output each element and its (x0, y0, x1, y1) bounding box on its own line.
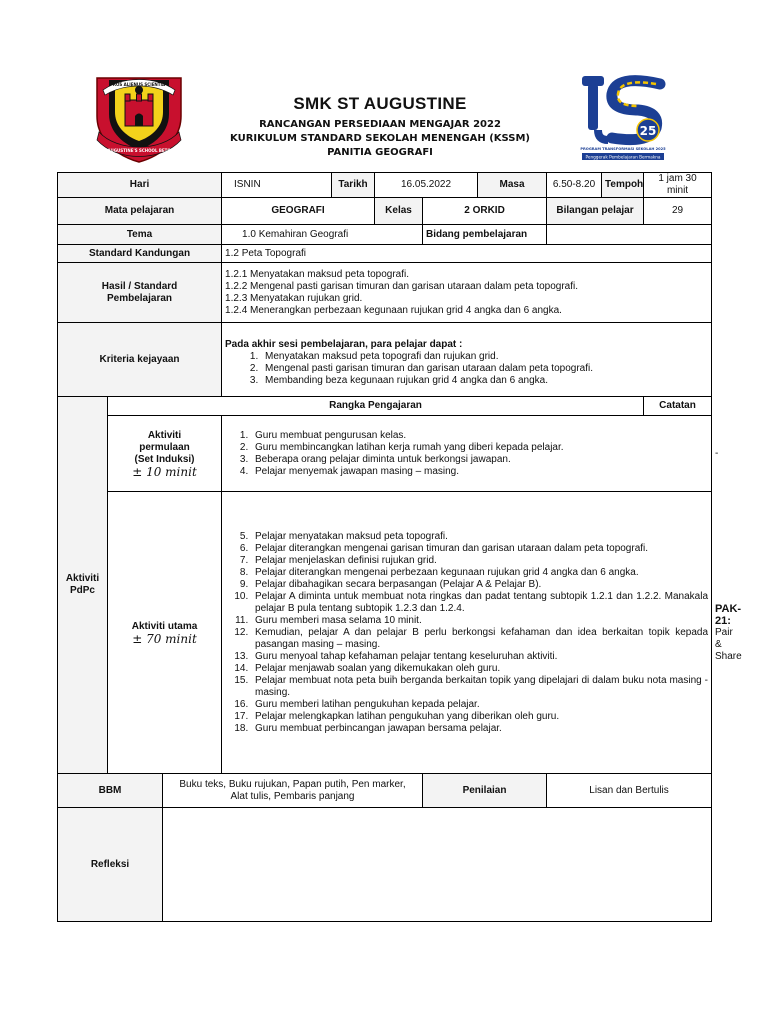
success-criteria-intro: Pada akhir sesi pembelajaran, para pelajar dapat : (225, 338, 463, 350)
students-value: 29 (644, 198, 712, 225)
duration-value: 1 jam 30 minit (644, 173, 712, 198)
lesson-plan-table (57, 172, 742, 922)
main-activity-list (225, 531, 708, 735)
main-activity-item: 7. Pelajar menjelaskan definisi rujukan grid. (251, 555, 708, 567)
learning-outcomes-row (58, 263, 712, 323)
materials-line2: Alat tulis, Pembaris panjang (230, 790, 355, 802)
main-activity-item: 9. Pelajar dibahagikan secara berpasangan (Pelajar A & Pelajar B). (251, 579, 708, 591)
time-value: 6.50-8.20 (547, 173, 602, 198)
intro-activity-row: Aktiviti permulaan (Set Induksi) ± 10 minit 1. Guru membuat pengurusan kelas. 2. Guru membincangkan latihan kerja rumah yang diberi kepada pelajar. 3. Beberapa orang pelajar diminta untuk berkongsi jawapan. 4. Pelajar menyemak jawapan masing – masing. - (58, 416, 712, 492)
document-title: RANCANGAN PERSEDIAAN MENGAJAR 2022 (259, 119, 501, 130)
assessment-value: Lisan dan Bertulis (547, 774, 712, 808)
svg-text:PROGRAM TRANSFORMASI SEKOLAH 2: PROGRAM TRANSFORMASI SEKOLAH 2025 (580, 147, 666, 151)
learning-outcome-item: 1.2.1 Menyatakan maksud peta topografi. (225, 268, 410, 280)
main-activity-item: 10. Pelajar A diminta untuk membuat nota ringkas dan padat tentang subtopik 1.2.1 dan 1.2.2. Manakala pelajar B pula tentang subtopik 1.2.3 dan 1.2.4. (251, 591, 708, 615)
date-label: Tarikh (332, 173, 375, 198)
theme-value: 1.0 Kemahiran Geografi (222, 225, 423, 245)
content-standard-label: Standard Kandungan (58, 245, 222, 263)
main-activity-item: 18. Guru membuat perbincangan jawapan bersama pelajar. (251, 723, 708, 735)
students-label: Bilangan pelajar (547, 198, 644, 225)
subject-value: GEOGRAFI (222, 198, 375, 225)
intro-activity-item: 4. Pelajar menyemak jawapan masing – masing. (251, 466, 708, 478)
framework-header-row (58, 397, 712, 416)
learning-outcome-item: 1.2.2 Mengenal pasti garisan timuran dan garisan utaraan dalam peta topografi. (225, 280, 579, 292)
main-activity-item: 13. Guru menyoal tahap kefahaman pelajar tentang keseluruhan aktiviti. (251, 651, 708, 663)
main-activity-row: Aktiviti utama ± 70 minit 5. Pelajar menyatakan maksud peta topografi. 6. Pelajar diterangkan mengenai garisan timuran dan garisan utaraan dalam peta topografi. 7. Pelajar menjelaskan definisi rujukan grid. 8. Pelajar diterangkan mengenai perbezaan kegunaan rujukan grid 4 angka dan 6 angka. 9. Pelajar dibahagikan secara berpasangan (Pelajar A & Pelajar B). 10. Pelajar A diminta untuk membuat nota ringkas dan padat tentang subtopik 1.2.1 dan 1.2.2. Manakala pelajar B pula tentang subtopik 1.2.3 dan 1.2.4. 11. Guru memberi masa selama 10 minit. 12. Kemudian, pelajar A dan pelajar B perlu berkongsi kefahaman dan idea berkaitan topik kepada pasangan masing – masing. 13. Guru menyoal tahap kefahaman pelajar tentang keseluruhan aktiviti. 14. Pelajar menjawab soalan yang dikemukakan oleh guru. 15. Pelajar membuat nota peta buih berganda berkaitan topik yang dipelajari di dalam buku nota masing - masing. 16. Guru memberi latihan pengukuhan kepada pelajar. 17. Pelajar melengkapkan latihan pengukuhan yang diberikan oleh guru. 18. Guru membuat perbincangan jawapan bersama pelajar. PAK-21: Pair & Share (58, 492, 712, 774)
materials-label: BBM (58, 774, 163, 808)
main-activity-item: 16. Guru memberi latihan pengukuhan kepada pelajar. (251, 699, 708, 711)
main-activity-time: ± 70 minit (132, 631, 197, 646)
success-criteria-label: Kriteria kejayaan (58, 323, 222, 397)
main-activity-label-text: Aktiviti utama (131, 620, 198, 632)
activities-section-label-line1: Aktiviti (65, 573, 100, 584)
intro-activity-label-line1: Aktiviti (147, 429, 182, 441)
reflection-value (163, 808, 712, 922)
success-criteria-list (225, 351, 708, 387)
subject-label: Mata pelajaran (58, 198, 222, 225)
main-activity-steps (222, 492, 712, 774)
learning-area-value (547, 225, 712, 245)
assessment-label: Penilaian (423, 774, 547, 808)
intro-activity-label (108, 416, 222, 492)
intro-activity-steps (222, 416, 712, 492)
theme-row (58, 225, 712, 245)
learning-area-label: Bidang pembelajaran (423, 225, 547, 245)
day-label: Hari (58, 173, 222, 198)
learning-outcomes-label-line2: Pembelajaran (106, 292, 173, 304)
class-label: Kelas (375, 198, 423, 225)
main-activity-item: 15. Pelajar membuat nota peta buih berganda berkaitan topik yang dipelajari di dalam buku nota masing - masing. (251, 675, 708, 699)
content-standard-row (58, 245, 712, 263)
ts25-program-logo (576, 70, 670, 162)
success-criteria-row (58, 323, 712, 397)
main-activity-item: 17. Pelajar melengkapkan latihan pengukuhan yang diberikan oleh guru. (251, 711, 708, 723)
learning-outcome-item: 1.2.4 Menerangkan perbezaan kegunaan rujukan grid 4 angka dan 6 angka. (225, 304, 562, 316)
learning-outcome-item: 1.2.3 Menyatakan rujukan grid. (225, 292, 363, 304)
curriculum-title: KURIKULUM STANDARD SEKOLAH MENENGAH (KSSM) (230, 133, 530, 144)
intro-activity-list (225, 430, 708, 478)
svg-text:25: 25 (639, 124, 657, 138)
activities-section-label (58, 397, 108, 774)
main-activity-item: 11. Guru memberi masa selama 10 minit. (251, 615, 708, 627)
learning-outcomes-list (222, 263, 712, 323)
learning-outcomes-label-line1: Hasil / Standard (101, 280, 178, 292)
main-activity-item: 14. Pelajar menjawab soalan yang dikemukakan oleh guru. (251, 663, 708, 675)
activities-section-label-line2: PdPc (69, 585, 95, 596)
success-criteria-item: 3. Membanding beza kegunaan rujukan grid 4 angka dan 6 angka. (261, 375, 708, 387)
panel-title: PANITIA GEOGRAFI (327, 147, 433, 158)
success-criteria-item: 2. Mengenal pasti garisan timuran dan garisan utaraan dalam peta topografi. (261, 363, 708, 375)
framework-header: Rangka Pengajaran (108, 397, 644, 416)
main-activity-item: 5. Pelajar menyatakan maksud peta topografi. (251, 531, 708, 543)
date-value: 16.05.2022 (375, 173, 478, 198)
reflection-row (58, 808, 712, 922)
svg-text:ROS ALIENUS SCIENTIA: ROS ALIENUS SCIENTIA (112, 82, 166, 87)
materials-value (163, 774, 423, 808)
day-value: ISNIN (222, 173, 332, 198)
intro-activity-item: 1. Guru membuat pengurusan kelas. (251, 430, 708, 442)
theme-label: Tema (58, 225, 222, 245)
svg-text:ST AUGUSTINE'S SCHOOL BETONG: ST AUGUSTINE'S SCHOOL BETONG (100, 148, 178, 153)
notes-header: Catatan (644, 397, 712, 416)
school-crest-logo (93, 70, 185, 164)
main-activity-label (108, 492, 222, 774)
materials-line1: Buku teks, Buku rujukan, Papan putih, Pen marker, (179, 778, 406, 790)
time-label: Masa (478, 173, 547, 198)
schedule-row (58, 173, 712, 198)
subject-row (58, 198, 712, 225)
class-value: 2 ORKID (423, 198, 547, 225)
learning-outcomes-label (58, 263, 222, 323)
school-name: SMK ST AUGUSTINE (293, 94, 467, 113)
intro-activity-label-line2: permulaan (139, 441, 190, 453)
intro-activity-item: 3. Beberapa orang pelajar diminta untuk berkongsi jawapan. (251, 454, 708, 466)
intro-activity-label-line3: (Set Induksi) (134, 453, 195, 465)
main-activity-item: 6. Pelajar diterangkan mengenai garisan timuran dan garisan utaraan dalam peta topografi. (251, 543, 708, 555)
main-activity-item: 8. Pelajar diterangkan mengenai perbezaan kegunaan rujukan grid 4 angka dan 6 angka. (251, 567, 708, 579)
success-criteria-item: 1. Menyatakan maksud peta topografi dan rujukan grid. (261, 351, 708, 363)
svg-text:Penggerak Pembelajaran Bermakn: Penggerak Pembelajaran Bermakna (585, 154, 661, 160)
success-criteria-content (222, 323, 712, 397)
content-standard-value: 1.2 Peta Topografi (222, 245, 712, 263)
duration-label: Tempoh (602, 173, 644, 198)
main-activity-item: 12. Kemudian, pelajar A dan pelajar B perlu berkongsi kefahaman dan idea berkaitan topik kepada pasangan masing – masing. (251, 627, 708, 651)
intro-activity-item: 2. Guru membincangkan latihan kerja rumah yang diberi kepada pelajar. (251, 442, 708, 454)
reflection-label: Refleksi (58, 808, 163, 922)
intro-activity-time: ± 10 minit (132, 464, 197, 479)
materials-row (58, 774, 712, 808)
